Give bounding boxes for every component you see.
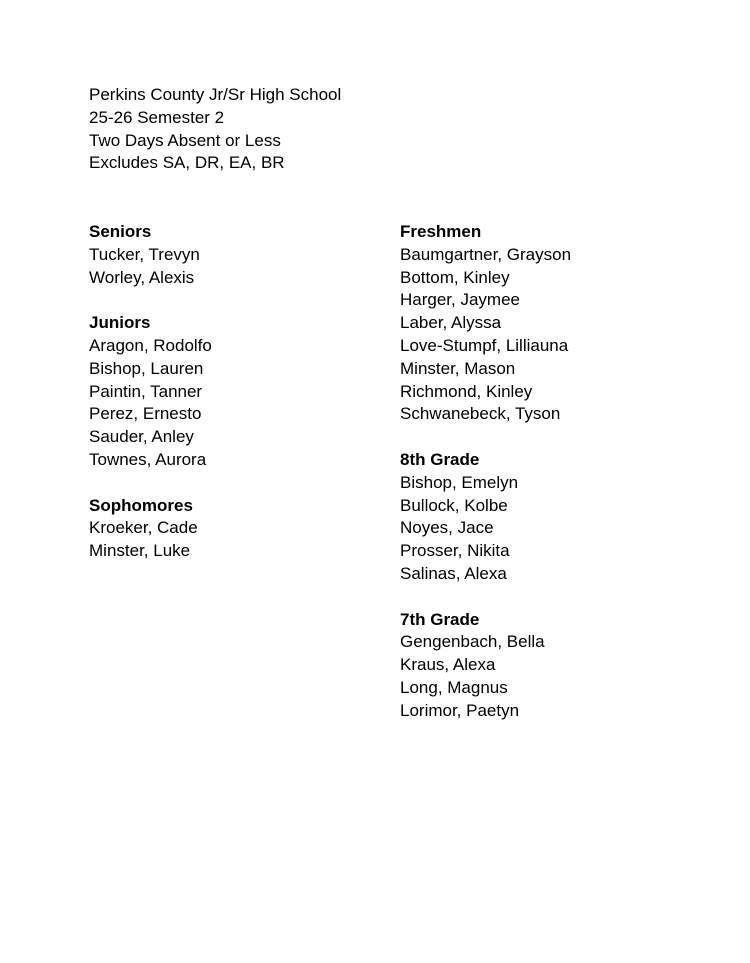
grade-group bbox=[89, 221, 212, 289]
student-name: Love-Stumpf, Lilliauna bbox=[400, 335, 569, 355]
student-name: Townes, Aurora bbox=[89, 449, 207, 469]
group-title: Freshmen bbox=[400, 222, 482, 241]
student-name: Aragon, Rodolfo bbox=[89, 335, 212, 355]
student-name: Noyes, Jace bbox=[400, 518, 494, 538]
student-name: Prosser, Nikita bbox=[400, 541, 510, 561]
student-name: Long, Magnus bbox=[400, 677, 508, 697]
student-name: Harger, Jaymee bbox=[400, 290, 520, 310]
group-title: Sophomores bbox=[89, 495, 193, 515]
student-name: Minster, Luke bbox=[89, 541, 191, 561]
student-name: Tucker, Trevyn bbox=[89, 244, 200, 264]
student-name: Worley, Alexis bbox=[89, 267, 195, 287]
group-title: 8th Grade bbox=[400, 449, 480, 469]
term-label: 25-26 Semester 2 bbox=[89, 107, 225, 127]
school-name: Perkins County Jr/Sr High School bbox=[89, 85, 342, 104]
student-name: Lorimor, Paetyn bbox=[400, 700, 520, 720]
student-name: Schwanebeck, Tyson bbox=[400, 404, 561, 424]
student-name: Laber, Alyssa bbox=[400, 313, 502, 333]
student-name: Bottom, Kinley bbox=[400, 267, 510, 287]
criteria-label: Two Days Absent or Less bbox=[89, 130, 281, 150]
right-column bbox=[400, 221, 571, 745]
exclusions-label: Excludes SA, DR, EA, BR bbox=[89, 153, 285, 173]
student-name: Sauder, Anley bbox=[89, 427, 194, 447]
grade-group bbox=[89, 312, 212, 472]
student-name: Kroeker, Cade bbox=[89, 518, 198, 538]
document-header bbox=[89, 84, 341, 175]
grade-group bbox=[400, 609, 571, 723]
student-name: Kraus, Alexa bbox=[400, 655, 496, 675]
student-name: Perez, Ernesto bbox=[89, 404, 202, 424]
student-name: Bishop, Lauren bbox=[89, 358, 204, 378]
student-name: Gengenbach, Bella bbox=[400, 632, 545, 652]
student-name: Richmond, Kinley bbox=[400, 381, 533, 401]
student-name: Paintin, Tanner bbox=[89, 381, 203, 401]
student-name: Baumgartner, Grayson bbox=[400, 244, 572, 264]
grade-group bbox=[400, 221, 571, 426]
group-title: 7th Grade bbox=[400, 609, 480, 629]
group-title: Juniors bbox=[89, 313, 151, 333]
left-column bbox=[89, 221, 212, 586]
student-name: Minster, Mason bbox=[400, 358, 516, 378]
grade-group bbox=[89, 495, 212, 563]
group-title: Seniors bbox=[89, 222, 152, 241]
grade-group bbox=[400, 449, 571, 586]
student-name: Bullock, Kolbe bbox=[400, 495, 508, 515]
student-name: Salinas, Alexa bbox=[400, 563, 507, 583]
student-name: Bishop, Emelyn bbox=[400, 472, 519, 492]
